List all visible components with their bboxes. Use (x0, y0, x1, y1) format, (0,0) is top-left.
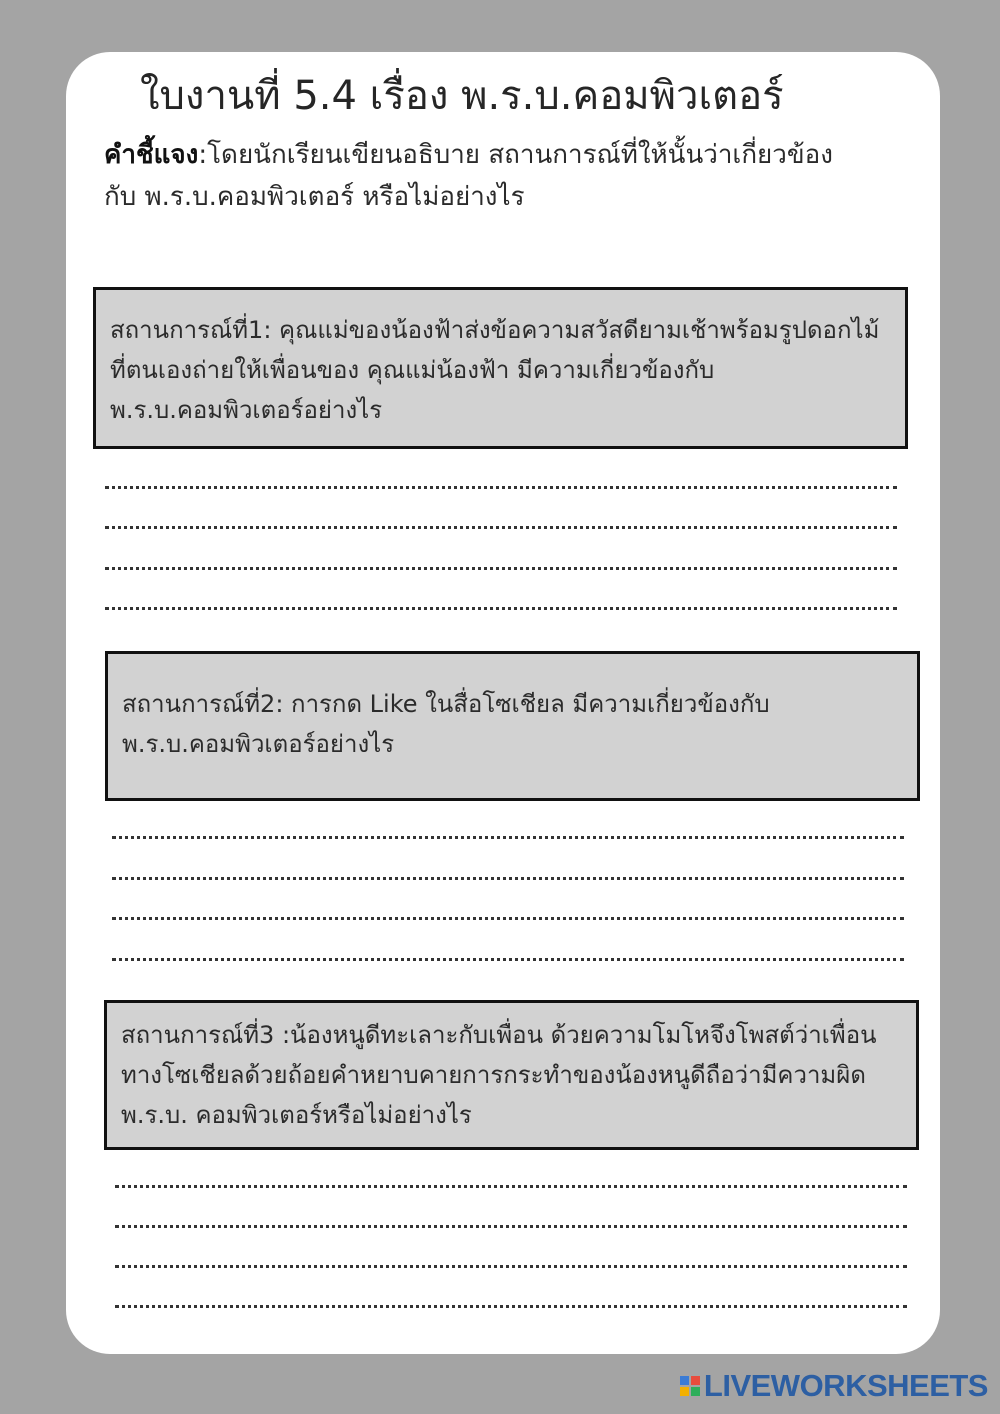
logo-text: LIVEWORKSHEETS (703, 1368, 988, 1403)
answer-line-3-4[interactable] (115, 1305, 907, 1308)
answer-line-3-3[interactable] (115, 1265, 907, 1268)
liveworksheets-logo-icon (680, 1376, 700, 1396)
answer-line-2-2[interactable] (112, 877, 904, 880)
question-text-1: สถานการณ์ที่1: คุณแม่ของน้องฟ้าส่งข้อความสวัสดียามเช้าพร้อมรูปดอกไม้ที่ตนเองถ่ายให้เพื่อนของ คุณแม่น้องฟ้า มีความเกี่ยวข้องกับ พ.ร.บ.คอมพิวเตอร์อย่างไร (110, 316, 880, 424)
question-box-1 (93, 287, 908, 449)
answer-line-1-1[interactable] (105, 486, 897, 489)
answer-line-3-2[interactable] (115, 1225, 907, 1228)
instructions (104, 134, 864, 218)
question-text-3: สถานการณ์ที่3 :น้องหนูดีทะเลาะกับเพื่อน ด้วยความโมโหจึงโพสต์ว่าเพื่อนทางโซเชียลด้วยถ้อยคำหยาบคายการกระทำของน้องหนูดีถือว่ามีความผิดพ.ร.บ. คอมพิวเตอร์หรือไม่อย่างไร (121, 1021, 877, 1129)
answer-line-2-3[interactable] (112, 917, 904, 920)
answer-line-1-2[interactable] (105, 526, 897, 529)
worksheet-title: ใบงานที่ 5.4 เรื่อง พ.ร.บ.คอมพิวเตอร์ (140, 73, 784, 119)
answer-line-2-4[interactable] (112, 958, 904, 961)
answer-line-3-1[interactable] (115, 1185, 907, 1188)
question-text-2: สถานการณ์ที่2: การกด Like ในสื่อโซเชียล มีความเกี่ยวข้องกับ พ.ร.บ.คอมพิวเตอร์อย่างไร (122, 690, 770, 758)
question-box-3 (104, 1000, 919, 1150)
liveworksheets-logo (680, 1366, 988, 1406)
answer-line-2-1[interactable] (112, 836, 904, 839)
question-box-2 (105, 651, 920, 801)
answer-line-1-3[interactable] (105, 567, 897, 570)
instructions-label: คำชี้แจง (104, 140, 199, 170)
instructions-text: :โดยนักเรียนเขียนอธิบาย สถานการณ์ที่ให้นั้นว่าเกี่ยวข้องกับ พ.ร.บ.คอมพิวเตอร์ หรือไม่อย่างไร (104, 140, 833, 212)
answer-line-1-4[interactable] (105, 607, 897, 610)
